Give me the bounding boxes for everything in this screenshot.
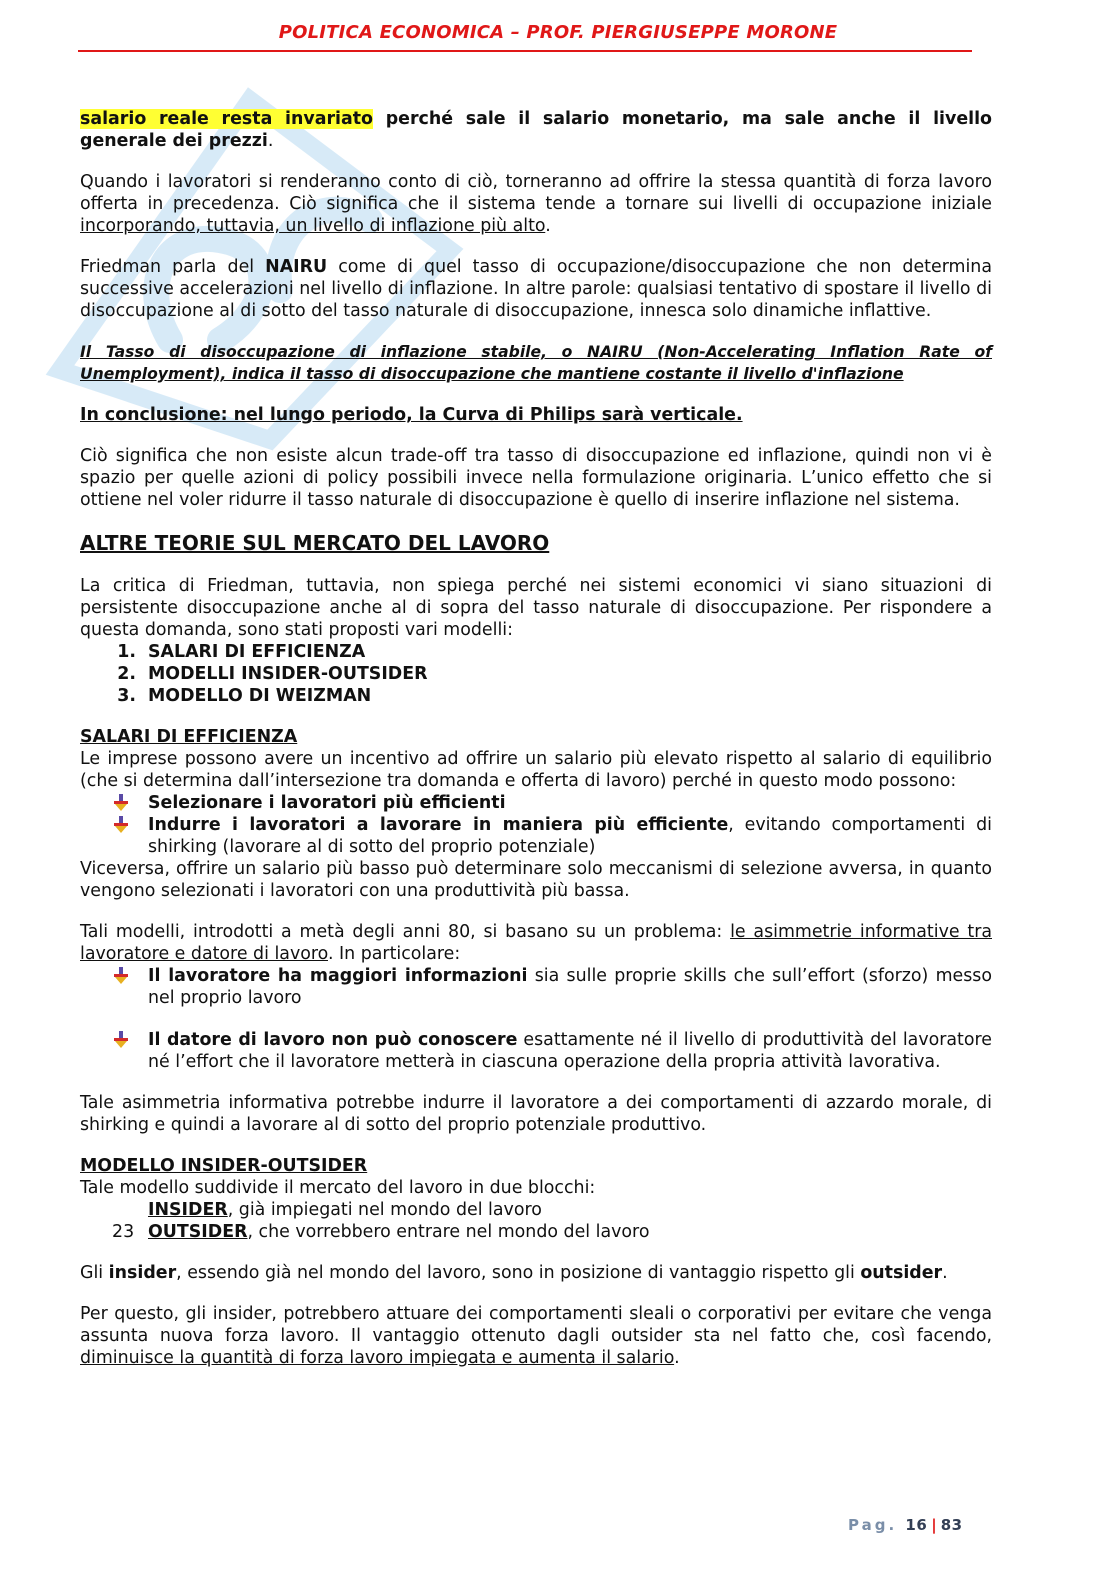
list-item <box>80 1029 992 1073</box>
list-item <box>80 965 992 1009</box>
paragraph-conclusion <box>80 404 992 426</box>
list-item <box>80 685 992 707</box>
bullet-text: esattamente né il livello di produttività del lavoratore né l’effort che il lavoratore metterà in ciascuna operazione della propria attività lavorativa. <box>148 1030 992 1072</box>
bullet-bold-text: Il lavoratore ha maggiori informazioni <box>148 966 528 986</box>
list-item-label: MODELLI INSIDER-OUTSIDER <box>148 664 428 684</box>
nairu-term: NAIRU <box>265 257 328 277</box>
page-separator: | <box>931 1516 937 1534</box>
paragraph-salario-reale <box>80 108 992 152</box>
text: Per questo, gli insider, potrebbero attuare dei comportamenti sleali o corporativi per evitare che venga assunta nuova forza lavoro. Il vantaggio ottenuto dagli outsider sta nel fatto che, così facendo, <box>80 1304 992 1346</box>
bold-text: perché sale il salario monetario, ma sale anche il livello generale dei prezzi <box>80 109 992 151</box>
subheading-insider-outsider: MODELLO INSIDER-OUTSIDER <box>80 1156 368 1176</box>
list-number: 3. <box>117 686 136 706</box>
list-item <box>80 1221 992 1243</box>
text: Le imprese possono avere un incentivo ad offrire un salario più elevato rispetto al salario di equilibrio (che si determina dall’intersezione tra domanda e offerta di lavoro) perché in questo modo possono: <box>80 749 992 791</box>
text: Viceversa, offrire un salario più basso può determinare solo meccanismi di selezione avversa, in quanto vengono selezionati i lavoratori con una produttività più bassa. <box>80 859 992 901</box>
paragraph-comportamenti-sleali <box>80 1303 992 1369</box>
section-heading: ALTRE TEORIE SUL MERCATO DEL LAVORO <box>80 531 550 555</box>
text: Friedman parla del <box>80 257 266 277</box>
bullet-text: Selezionare i lavoratori più efficienti <box>148 793 506 813</box>
term-outsider: OUTSIDER <box>148 1222 248 1242</box>
page-content <box>80 108 992 1388</box>
bullet-list <box>80 965 992 1073</box>
text-end: . <box>674 1348 680 1368</box>
list-item <box>80 1199 992 1221</box>
header-divider <box>78 50 972 52</box>
text: Gli <box>80 1263 109 1283</box>
definition-text: Il Tasso di disoccupazione di inflazione stabile, o NAIRU (Non-Accelerating Inflation Rate of Unemployment), indica il tasso di disoccupazione che mantiene costante il livello d'inflazione <box>80 343 992 383</box>
text: come di quel tasso di occupazione/disoccupazione che non determina successive accelerazioni nel livello di inflazione. In altre parole: qualsiasi tentativo di spostare il livello di disoccupazione al di sotto del tasso naturale di disoccupazione, innesca solo dinamiche inflattive. <box>80 257 992 321</box>
list-item <box>80 641 992 663</box>
term-insider: INSIDER <box>148 1200 228 1220</box>
highlighted-phrase: salario reale resta invariato <box>80 109 373 129</box>
paragraph-asimmetrie <box>80 921 992 965</box>
list-item <box>80 792 992 814</box>
text: Tale asimmetria informativa potrebbe indurre il lavoratore a dei comportamenti di azzardo morale, di shirking e quindi a lavorare al di sotto del proprio potenziale produttivo. <box>80 1093 992 1135</box>
page-number: 16 <box>905 1516 928 1534</box>
text: Tali modelli, introdotti a metà degli anni 80, si basano su un problema: <box>80 922 731 942</box>
paragraph-imprese <box>80 748 992 792</box>
paragraph-nairu <box>80 256 992 322</box>
bullet-list <box>80 792 992 858</box>
text-end: . In particolare: <box>327 944 461 964</box>
bullet-bold-text: Il datore di lavoro non può conoscere <box>148 1030 518 1050</box>
list-item-label: MODELLO DI WEIZMAN <box>148 686 372 706</box>
bullet-text: , evitando comportamenti di shirking (lavorare al di sotto del proprio potenziale) <box>148 815 992 857</box>
paragraph-blocchi <box>80 1177 992 1199</box>
underlined-text: diminuisce la quantità di forza lavoro impiegata e aumenta il salario <box>80 1348 675 1368</box>
underlined-text: le asimmetrie informative tra lavoratore e datore di lavoro <box>80 922 992 964</box>
paragraph-trade-off <box>80 445 992 511</box>
text: Ciò significa che non esiste alcun trade-off tra tasso di disoccupazione ed inflazione, quindi non vi è spazio per quelle azioni di policy possibili invece nella formulazione originaria. L’unico effetto che si ottiene nel voler ridurre il tasso naturale di disoccupazione è quello di inserire inflazione nel sistema. <box>80 446 992 510</box>
term-outsider: outsider <box>860 1263 943 1283</box>
list-marker: 23 <box>112 1222 135 1242</box>
term-insider: insider <box>108 1263 177 1283</box>
subheading-salari-efficienza: SALARI DI EFFICIENZA <box>80 727 298 747</box>
text-end: . <box>267 131 274 151</box>
insider-outsider-list <box>80 1199 992 1243</box>
page-label: Pag. <box>848 1516 898 1534</box>
list-item <box>80 663 992 685</box>
page-footer <box>848 1516 963 1534</box>
page-total: 83 <box>940 1516 963 1534</box>
bullet-text: sia sulle proprie skills che sull’effort (sforzo) messo nel proprio lavoro <box>148 966 992 1008</box>
document-header-title: POLITICA ECONOMICA – PROF. PIERGIUSEPPE MORONE <box>278 22 838 43</box>
bullet-bold-text: Indurre i lavoratori a lavorare in maniera più efficiente <box>148 815 729 835</box>
text: , già impiegati nel mondo del lavoro <box>227 1200 542 1220</box>
arrow-down-bullet-icon <box>113 816 129 834</box>
paragraph-lavoratori <box>80 171 992 237</box>
models-list <box>80 641 992 707</box>
text-end: . <box>545 216 551 236</box>
spacer <box>80 1073 992 1092</box>
text-end: . <box>942 1263 948 1283</box>
list-item <box>80 814 992 858</box>
paragraph-nairu-definition <box>80 341 992 385</box>
paragraph-critica <box>80 575 992 641</box>
text: , che vorrebbero entrare nel mondo del lavoro <box>247 1222 650 1242</box>
conclusion-text: In conclusione: nel lungo periodo, la Curva di Philips sarà verticale. <box>80 405 743 425</box>
underlined-text: incorporando, tuttavia, un livello di inflazione più alto <box>80 216 546 236</box>
paragraph-azzardo-morale <box>80 1092 992 1136</box>
arrow-down-bullet-icon <box>113 794 129 812</box>
paragraph-vantaggio <box>80 1262 992 1284</box>
arrow-down-bullet-icon <box>113 967 129 985</box>
list-item-label: SALARI DI EFFICIENZA <box>148 642 366 662</box>
paragraph-viceversa <box>80 858 992 902</box>
list-number: 2. <box>117 664 136 684</box>
list-number: 1. <box>117 642 136 662</box>
text: La critica di Friedman, tuttavia, non spiega perché nei sistemi economici vi siano situazioni di persistente disoccupazione anche al di sopra del tasso naturale di disoccupazione. Per rispondere a questa domanda, sono stati proposti vari modelli: <box>80 576 992 640</box>
arrow-down-bullet-icon <box>113 1031 129 1049</box>
text: , essendo già nel mondo del lavoro, sono in posizione di vantaggio rispetto gli <box>176 1263 861 1283</box>
text: Quando i lavoratori si renderanno conto di ciò, torneranno ad offrire la stessa quantità di forza lavoro offerta in precedenza. Ciò significa che il sistema tende a tornare sui livelli di occupazione iniziale <box>80 172 992 214</box>
text: Tale modello suddivide il mercato del lavoro in due blocchi: <box>80 1178 596 1198</box>
